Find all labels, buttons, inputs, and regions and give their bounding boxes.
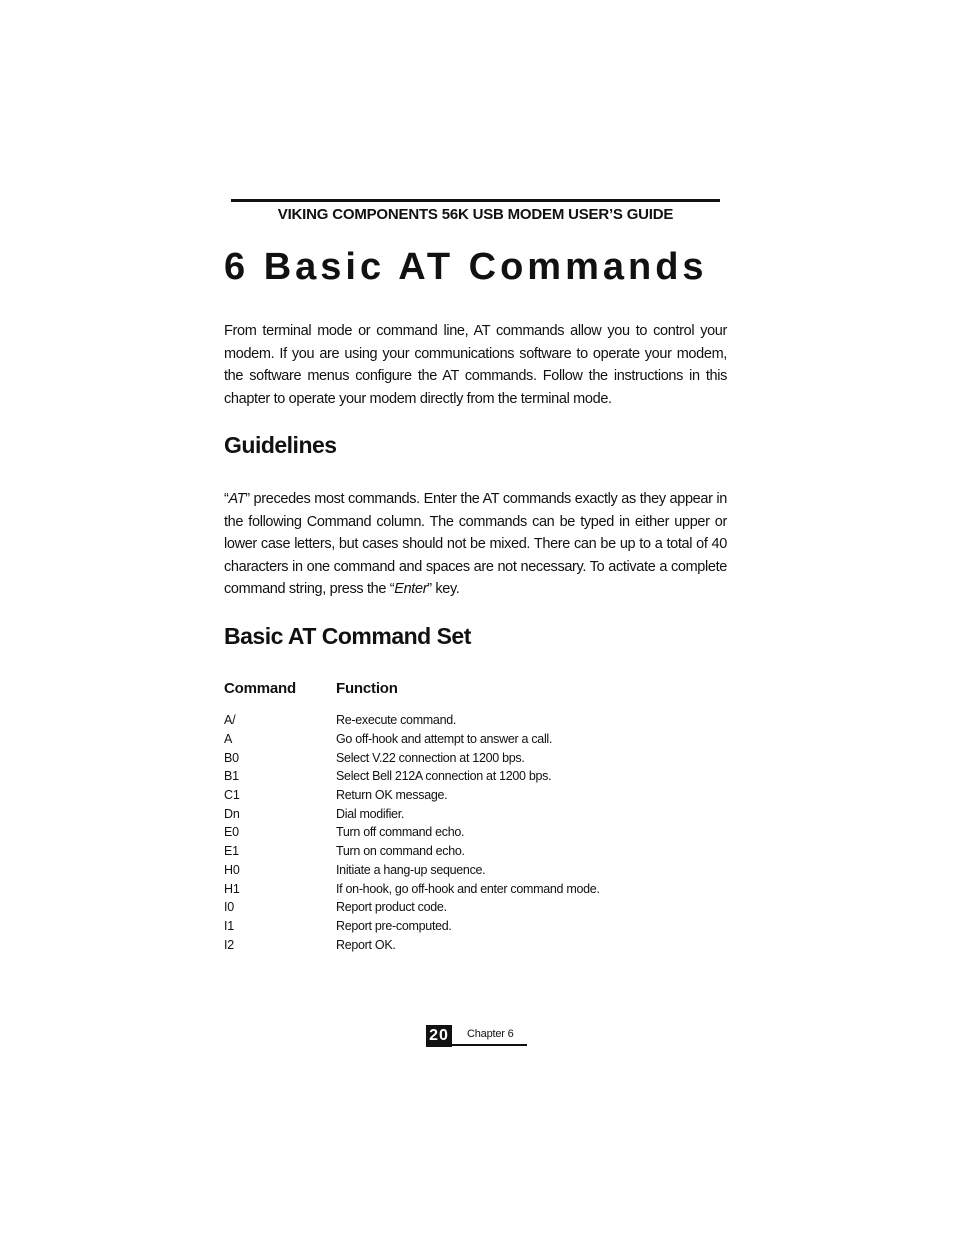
function-cell: Turn off command echo. bbox=[336, 825, 465, 840]
running-head: VIKING COMPONENTS 56K USB MODEM USER’S GUIDE bbox=[277, 206, 674, 223]
table-row bbox=[224, 730, 724, 749]
footer-chapter-label: Chapter 6 bbox=[467, 1028, 514, 1040]
table-row bbox=[224, 842, 724, 861]
chapter-title: 6 Basic AT Commands bbox=[224, 246, 708, 288]
command-cell: A/ bbox=[224, 713, 236, 728]
guidelines-text-1: ” precedes most commands. Enter the AT commands exactly as they appear in the following Command column. The commands can be typed in either upper or lower case letters, but cases should not be mixed. There can be up to a total of 40 characters in one command and spaces are not necessary. To activate a complete command string, press the “ bbox=[224, 491, 727, 597]
table-row bbox=[224, 748, 724, 767]
page-number: 20 bbox=[426, 1025, 452, 1047]
function-cell: Select V.22 connection at 1200 bps. bbox=[336, 750, 525, 765]
table-row bbox=[224, 767, 724, 786]
page-footer bbox=[426, 1025, 527, 1047]
function-cell: Dial modifier. bbox=[336, 806, 405, 821]
table-row bbox=[224, 786, 724, 805]
command-cell: I2 bbox=[224, 937, 235, 952]
column-header-command: Command bbox=[224, 680, 296, 697]
function-cell: Select Bell 212A connection at 1200 bps. bbox=[336, 769, 552, 784]
table-row bbox=[224, 935, 724, 954]
function-cell: Report product code. bbox=[336, 900, 447, 915]
command-table bbox=[224, 711, 724, 954]
command-cell: A bbox=[224, 732, 233, 747]
command-cell: H0 bbox=[224, 862, 240, 877]
command-set-heading: Basic AT Command Set bbox=[224, 623, 471, 649]
command-cell: E1 bbox=[224, 844, 239, 859]
function-cell: Turn on command echo. bbox=[336, 844, 465, 859]
table-row bbox=[224, 861, 724, 880]
function-cell: Re-execute command. bbox=[336, 713, 457, 728]
command-cell: I0 bbox=[224, 900, 235, 915]
guidelines-paragraph bbox=[224, 488, 727, 601]
command-cell: B1 bbox=[224, 769, 239, 784]
at-word: AT bbox=[228, 491, 246, 507]
column-header-function: Function bbox=[336, 680, 398, 697]
function-cell: Initiate a hang-up sequence. bbox=[336, 862, 486, 877]
command-cell: H1 bbox=[224, 881, 240, 896]
command-cell: I1 bbox=[224, 918, 235, 933]
function-cell: If on-hook, go off-hook and enter command mode. bbox=[336, 881, 600, 896]
intro-paragraph: From terminal mode or command line, AT commands allow you to control your modem. If you are using your communications software to operate your modem, the software menus configure the AT commands. Follow the instructions in this chapter to operate your modem directly from the terminal mode. bbox=[224, 323, 727, 407]
guidelines-heading: Guidelines bbox=[224, 432, 337, 458]
guidelines-text-2: ” key. bbox=[427, 581, 460, 597]
function-cell: Report OK. bbox=[336, 937, 396, 952]
function-cell: Report pre-computed. bbox=[336, 918, 452, 933]
command-cell: B0 bbox=[224, 750, 239, 765]
header-rule bbox=[231, 199, 720, 202]
table-row bbox=[224, 879, 724, 898]
command-cell: C1 bbox=[224, 788, 240, 803]
command-cell: E0 bbox=[224, 825, 239, 840]
table-row bbox=[224, 823, 724, 842]
table-row bbox=[224, 917, 724, 936]
table-row bbox=[224, 711, 724, 730]
enter-word: Enter bbox=[394, 581, 428, 597]
quote-open: “ bbox=[224, 491, 229, 507]
table-row bbox=[224, 804, 724, 823]
command-cell: Dn bbox=[224, 806, 240, 821]
function-cell: Return OK message. bbox=[336, 788, 448, 803]
function-cell: Go off-hook and attempt to answer a call. bbox=[336, 732, 553, 747]
table-row bbox=[224, 898, 724, 917]
footer-rule bbox=[452, 1044, 527, 1046]
